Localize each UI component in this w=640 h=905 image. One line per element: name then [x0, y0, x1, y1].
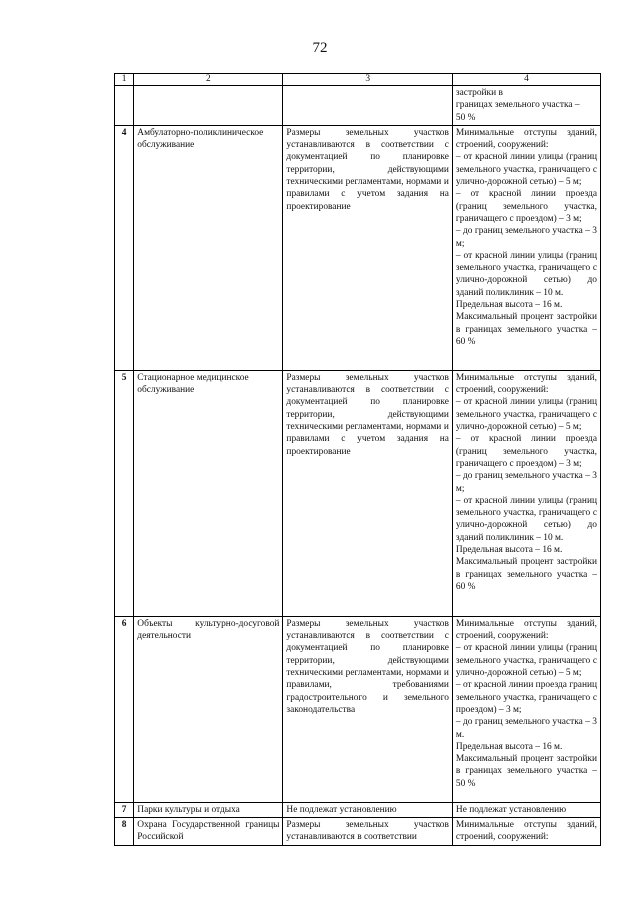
parameter-line: – от красной линии проезда (границ земельного участка, граничащего с проездом) – 3 м; — [455, 189, 597, 224]
parameter-line: Предельная высота – 16 м. — [455, 300, 563, 311]
parameter-line: Не подлежат установлению — [455, 804, 567, 815]
table-row — [115, 370, 601, 616]
parameter-line: 50 % — [455, 112, 476, 123]
table-row — [115, 616, 601, 802]
use-type-cell: Парки культуры и отдыха — [134, 802, 283, 817]
plot-size-cell: Размеры земельных участков устанавливаются в соответствии с документацией по планировке территории, действующими техническими регламентами, нормами и правилами, требованиями градостроительного и земельного законодательства — [283, 616, 453, 802]
parameter-line: Минимальные отступы зданий, строений, сооружений: — [455, 618, 597, 642]
table-row — [115, 86, 601, 126]
parameter-line: Минимальные отступы зданий, строений, сооружений: — [455, 372, 597, 396]
row-number: 4 — [115, 125, 134, 370]
plot-size-cell: Не подлежат установлению — [283, 802, 453, 817]
table-row — [115, 818, 601, 846]
use-type-cell: Охрана Государственной границы Российской — [134, 818, 283, 846]
parameters-cell — [452, 370, 600, 616]
parameter-line: Максимальный процент застройки в границах земельного участка – 60 % — [455, 312, 597, 347]
land-use-regulations-table — [114, 73, 601, 846]
parameter-line: Максимальный процент застройки в границах земельного участка – 50 % — [455, 754, 597, 789]
parameter-line: Предельная высота – 16 м. — [455, 741, 563, 752]
row-number: 5 — [115, 370, 134, 616]
parameter-line: – от красной линии проезда границ земельного участка, граничащего с проездом) – 3 м; — [455, 680, 598, 715]
use-type-cell: Объекты культурно-досуговой деятельности — [134, 616, 283, 802]
row-number: 6 — [115, 616, 134, 802]
column-header-4: 4 — [452, 74, 600, 86]
parameters-cell — [452, 125, 600, 370]
plot-size-cell: Размеры земельных участков устанавливаются в соответствии с документацией по планировке территории, действующими техническими регламентами, нормами и правилами с учетом задания на проектирование — [283, 370, 453, 616]
table-row — [115, 125, 601, 370]
parameter-line: – до границ земельного участка – 3 м. — [455, 717, 597, 740]
table-header-row — [115, 74, 601, 86]
parameter-line: границах земельного участка – — [455, 100, 580, 111]
plot-size-cell: Размеры земельных участков устанавливаются в соответствии — [283, 818, 453, 846]
parameter-line: Предельная высота – 16 м. — [455, 545, 563, 556]
parameter-line: – от красной линии улицы (границ земельного участка, граничащего с улично-дорожной сетью) до зданий поликлиник – 10 м. — [455, 495, 597, 543]
parameters-cell — [452, 802, 600, 817]
row-number: 7 — [115, 802, 134, 817]
row-number — [115, 86, 134, 126]
parameter-line: – до границ земельного участка – 3 м; — [455, 226, 597, 249]
column-header-3: 3 — [283, 74, 453, 86]
parameter-line: – от красной линии улицы (границ земельного участка, граничащего с улично-дорожной сетью) – 5 м; — [455, 643, 597, 679]
plot-size-cell — [283, 86, 453, 126]
parameters-cell — [452, 818, 600, 846]
parameter-line: – до границ земельного участка – 3 м; — [455, 471, 597, 494]
page-number: 72 — [312, 40, 328, 56]
parameters-cell — [452, 616, 600, 802]
parameter-line: Максимальный процент застройки в границах земельного участка – 60 % — [455, 557, 597, 592]
parameter-line: Минимальные отступы зданий, строений, сооружений: — [455, 820, 597, 843]
table-row — [115, 802, 601, 817]
use-type-cell: Амбулаторно-поликлиническое обслуживание — [134, 125, 283, 370]
row-number: 8 — [115, 818, 134, 846]
parameter-line: – от красной линии улицы (границ земельного участка, граничащего с улично-дорожной сетью) – 5 м; — [455, 397, 597, 433]
parameters-cell — [452, 86, 600, 126]
parameter-line: – от красной линии улицы (границ земельного участка, граничащего с улично-дорожной сетью) – 5 м; — [455, 152, 597, 188]
parameter-line: Минимальные отступы зданий, строений, сооружений: — [455, 127, 597, 151]
column-header-1: 1 — [115, 74, 134, 86]
parameter-line: – от красной линии проезда (границ земельного участка, граничащего с проездом) – 3 м; — [455, 434, 597, 469]
parameter-line: застройки в — [455, 88, 503, 98]
plot-size-cell: Размеры земельных участков устанавливаются в соответствии с документацией по планировке территории, действующими техническими регламентами, нормами и правилами с учетом задания на проектирование — [283, 125, 453, 370]
use-type-cell: Стационарное медицинское обслуживание — [134, 370, 283, 616]
column-header-2: 2 — [134, 74, 283, 86]
use-type-cell — [134, 86, 283, 126]
parameter-line: – от красной линии улицы (границ земельного участка, граничащего с улично-дорожной сетью) до зданий поликлиник – 10 м. — [455, 250, 597, 298]
